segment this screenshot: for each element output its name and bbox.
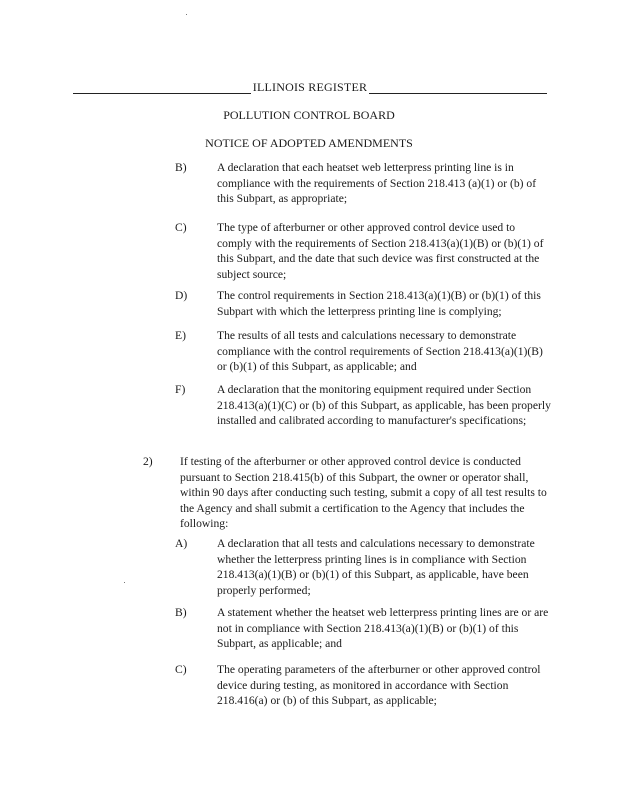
item-text: A declaration that all tests and calculations necessary to demonstrate whether the letterpress printing lines is in compliance with Section 218.413(a)(1)(B) or (b)(1) of this Subpart, as applicable, have been properly performed; — [217, 537, 535, 597]
paragraph-b-declaration — [175, 160, 555, 208]
item-text: If testing of the afterburner or other approved control device is conducted pursuant to Section 218.415(b) of this Subpart, the owner or operator shall, within 90 days after conducting such testing, submit a copy of all test results to the Agency and shall submit a certification to the Agency that includes the following: — [180, 455, 547, 531]
paragraph-d-control-requirements — [175, 288, 555, 320]
item-marker: B) — [175, 161, 187, 174]
item-marker: D) — [175, 289, 188, 302]
agency-title: POLLUTION CONTROL BOARD — [223, 108, 395, 122]
item-text: The results of all tests and calculations necessary to demonstrate compliance with the control requirements of Section 218.413(a)(1)(B) or (b)(1) of this Subpart, as applicable; and — [217, 329, 543, 374]
register-title: ILLINOIS REGISTER — [252, 80, 368, 94]
item-marker: B) — [175, 606, 187, 619]
paragraph-b-compliance-statement — [175, 605, 555, 653]
paragraph-e-test-results — [175, 328, 555, 376]
paragraph-f-monitoring-equipment — [175, 382, 555, 446]
paragraph-2-testing-certification — [143, 454, 555, 534]
item-marker: C) — [175, 221, 187, 234]
item-marker: C) — [175, 663, 187, 676]
item-text: The operating parameters of the afterburner or other approved control device during testing, as monitored in accordance with Section 218.416(a) or (b) of this Subpart, as applicable; — [217, 663, 541, 708]
paragraph-a-tests-declaration — [175, 536, 555, 600]
item-text: A declaration that the monitoring equipment required under Section 218.413(a)(1)(C) or (b) of this Subpart, as applicable, has been properly installed and calibrated according to manufacturer's specifications; — [217, 383, 551, 428]
item-text: A declaration that each heatset web letterpress printing line is in compliance with the requirements of Section 218.413 (a)(1) or (b) of this Subpart, as appropriate; — [217, 161, 537, 206]
item-text: A statement whether the heatset web letterpress printing lines are or are not in compliance with Section 218.413(a)(1)(B) or (b)(1) of this Subpart, as applicable; and — [217, 606, 549, 651]
scan-speck — [186, 14, 187, 15]
item-marker: F) — [175, 383, 186, 396]
item-text: The type of afterburner or other approved control device used to comply with the requirements of Section 218.413(a)(1)(B) or (b)(1) of this Subpart, and the date that such device was first constructed at the subject source; — [217, 221, 544, 281]
item-marker: E) — [175, 329, 186, 342]
notice-title: NOTICE OF ADOPTED AMENDMENTS — [205, 136, 413, 150]
paragraph-c-operating-parameters — [175, 662, 555, 710]
item-marker: A) — [175, 537, 188, 550]
register-header — [73, 80, 547, 94]
item-text: The control requirements in Section 218.413(a)(1)(B) or (b)(1) of this Subpart with which the letterpress printing line is complying; — [217, 289, 541, 318]
paragraph-c-afterburner-type — [175, 220, 555, 284]
item-marker: 2) — [143, 455, 153, 468]
scan-speck — [124, 582, 125, 583]
